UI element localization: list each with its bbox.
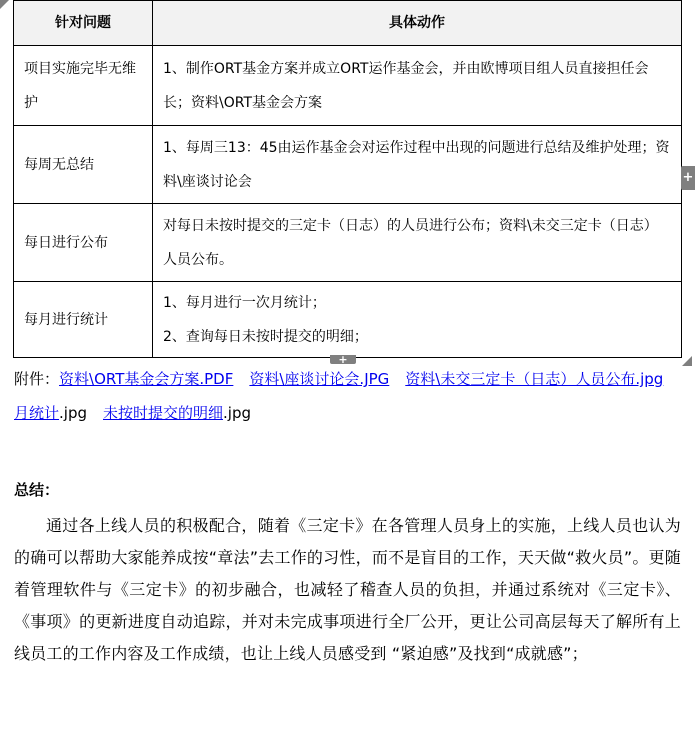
- attachment-link[interactable]: 资料\未交三定卡（日志）人员公布.jpg: [405, 370, 664, 388]
- summary-paragraph: 通过各上线人员的积极配合，随着《三定卡》在各管理人员身上的实施，上线人员也认为的确可以帮助大家能养成按“章法”去工作的习性，而不是盲目的工作，天天做“救火员”。更随着管理软件与《三定卡》的初步融合，也减轻了稽查人员的负担，并通过系统对《三定卡》、 《事项》的更新进度自动追踪，并对未完成事项进行全厂公开，更让公司高层每天了解所有上线员工的工作内容及工作成绩，也让上线人员感受到 “紧迫感”及找到“成就感”；: [14, 516, 681, 663]
- action-cell[interactable]: [153, 282, 682, 358]
- attachment-extension: .jpg: [223, 404, 251, 422]
- table-row: [14, 282, 682, 358]
- table-move-handle-icon[interactable]: [0, 0, 10, 10]
- action-cell[interactable]: 对每日未按时提交的三定卡（日志）的人员进行公布；资料\未交三定卡（日志）人员公布。: [153, 204, 682, 282]
- action-line: 1、每月进行一次月统计；: [163, 294, 326, 311]
- attachments-prefix: 附件：: [14, 370, 60, 388]
- attachment-link[interactable]: 资料\座谈讨论会.JPG: [249, 370, 390, 388]
- action-line: 2、查询每日未按时提交的明细；: [163, 328, 368, 345]
- action-cell[interactable]: 1、制作ORT基金方案并成立ORT运作基金会，并由欧博项目组人员直接担任会长；资料\ORT基金会方案: [153, 46, 682, 126]
- table-row: [14, 126, 682, 204]
- table-row: [14, 46, 682, 126]
- add-row-plus-icon[interactable]: +: [330, 355, 356, 364]
- issue-cell[interactable]: 每月进行统计: [14, 282, 153, 358]
- table-header-row: [14, 1, 682, 46]
- attachments-paragraph: [14, 362, 686, 430]
- issue-cell[interactable]: 每日进行公布: [14, 204, 153, 282]
- issue-cell[interactable]: 每周无总结: [14, 126, 153, 204]
- attachment-link[interactable]: 月统计: [14, 404, 60, 422]
- add-column-plus-icon[interactable]: +: [681, 166, 695, 190]
- action-cell[interactable]: 1、每周三13：45由运作基金会对运作过程中出现的问题进行总结及维护处理；资料\座谈讨论会: [153, 126, 682, 204]
- issue-cell[interactable]: 项目实施完毕无维护: [14, 46, 153, 126]
- attachment-link[interactable]: 未按时提交的明细: [103, 404, 224, 422]
- table-row: [14, 204, 682, 282]
- attachment-extension: .jpg: [59, 404, 87, 422]
- actions-table: [13, 0, 682, 358]
- attachment-link[interactable]: 资料\ORT基金会方案.PDF: [59, 370, 234, 388]
- summary-heading: 总结：: [14, 481, 60, 499]
- header-action: 具体动作: [153, 1, 682, 46]
- header-issue: 针对问题: [14, 1, 153, 46]
